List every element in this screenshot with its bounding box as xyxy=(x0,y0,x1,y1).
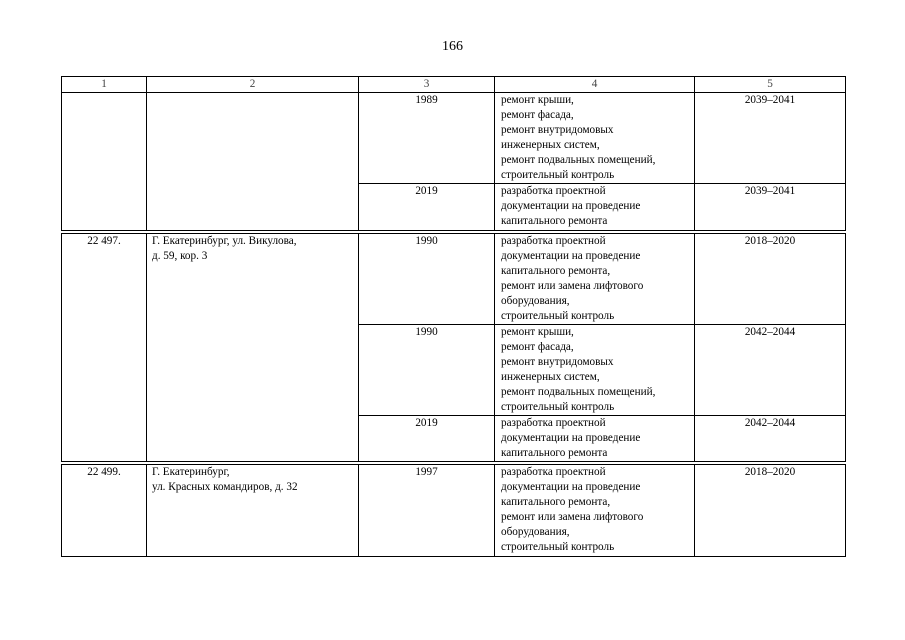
header-col-2: 2 xyxy=(147,77,359,93)
works-line: оборудования, xyxy=(501,526,570,538)
works-cell xyxy=(495,234,695,325)
table-row xyxy=(62,234,846,325)
works-line: строительный контроль xyxy=(501,310,615,322)
works-cell xyxy=(495,465,695,557)
works-line: ремонт внутридомовых xyxy=(501,124,614,136)
works-cell xyxy=(495,416,695,462)
works-line: ремонт крыши, xyxy=(501,326,574,338)
year-cell: 1990 xyxy=(359,325,495,416)
period-cell: 2042–2044 xyxy=(695,416,846,462)
works-line: ремонт подвальных помещений, xyxy=(501,154,656,166)
works-line: разработка проектной xyxy=(501,466,606,478)
table-header-row xyxy=(62,77,846,93)
address-line: д. 59, кор. 3 xyxy=(152,250,208,262)
works-line: ремонт подвальных помещений, xyxy=(501,386,656,398)
period-cell: 2042–2044 xyxy=(695,325,846,416)
table-row xyxy=(62,93,846,184)
period-cell: 2018–2020 xyxy=(695,234,846,325)
works-line: разработка проектной xyxy=(501,185,606,197)
works-line: ремонт внутридомовых xyxy=(501,356,614,368)
works-line: оборудования, xyxy=(501,295,570,307)
works-cell xyxy=(495,325,695,416)
works-line: инженерных систем, xyxy=(501,371,600,383)
works-line: инженерных систем, xyxy=(501,139,600,151)
header-col-3: 3 xyxy=(359,77,495,93)
works-cell xyxy=(495,93,695,184)
works-line: строительный контроль xyxy=(501,541,615,553)
year-cell: 1990 xyxy=(359,234,495,325)
works-line: строительный контроль xyxy=(501,169,615,181)
table-entry-22499 xyxy=(61,464,846,557)
table-continuation xyxy=(61,76,846,231)
table-row xyxy=(62,465,846,557)
works-line: строительный контроль xyxy=(501,401,615,413)
works-line: разработка проектной xyxy=(501,417,606,429)
table-entry-22497 xyxy=(61,233,846,462)
works-line: капитального ремонта xyxy=(501,215,608,227)
works-cell xyxy=(495,184,695,231)
address-line: Г. Екатеринбург, xyxy=(152,466,230,478)
works-line: ремонт фасада, xyxy=(501,109,574,121)
header-col-5: 5 xyxy=(695,77,846,93)
page-number: 166 xyxy=(442,39,463,54)
address-cell xyxy=(147,93,359,231)
year-cell: 1997 xyxy=(359,465,495,557)
address-cell xyxy=(147,465,359,557)
period-cell: 2039–2041 xyxy=(695,93,846,184)
address-cell xyxy=(147,234,359,462)
period-cell: 2018–2020 xyxy=(695,465,846,557)
address-line: ул. Красных командиров, д. 32 xyxy=(152,481,298,493)
works-line: документации на проведение xyxy=(501,250,641,262)
works-line: ремонт фасада, xyxy=(501,341,574,353)
works-line: ремонт или замена лифтового xyxy=(501,511,644,523)
works-line: капитального ремонта, xyxy=(501,496,611,508)
year-cell: 1989 xyxy=(359,93,495,184)
works-line: разработка проектной xyxy=(501,235,606,247)
year-cell: 2019 xyxy=(359,416,495,462)
works-line: ремонт или замена лифтового xyxy=(501,280,644,292)
row-number-cell: 22 499. xyxy=(62,465,147,557)
works-line: ремонт крыши, xyxy=(501,94,574,106)
row-number-cell xyxy=(62,93,147,231)
row-number-cell: 22 497. xyxy=(62,234,147,462)
year-cell: 2019 xyxy=(359,184,495,231)
works-line: документации на проведение xyxy=(501,200,641,212)
works-line: документации на проведение xyxy=(501,432,641,444)
header-col-1: 1 xyxy=(62,77,147,93)
header-col-4: 4 xyxy=(495,77,695,93)
works-line: капитального ремонта, xyxy=(501,265,611,277)
period-cell: 2039–2041 xyxy=(695,184,846,231)
address-line: Г. Екатеринбург, ул. Викулова, xyxy=(152,235,297,247)
works-line: капитального ремонта xyxy=(501,447,608,459)
works-line: документации на проведение xyxy=(501,481,641,493)
